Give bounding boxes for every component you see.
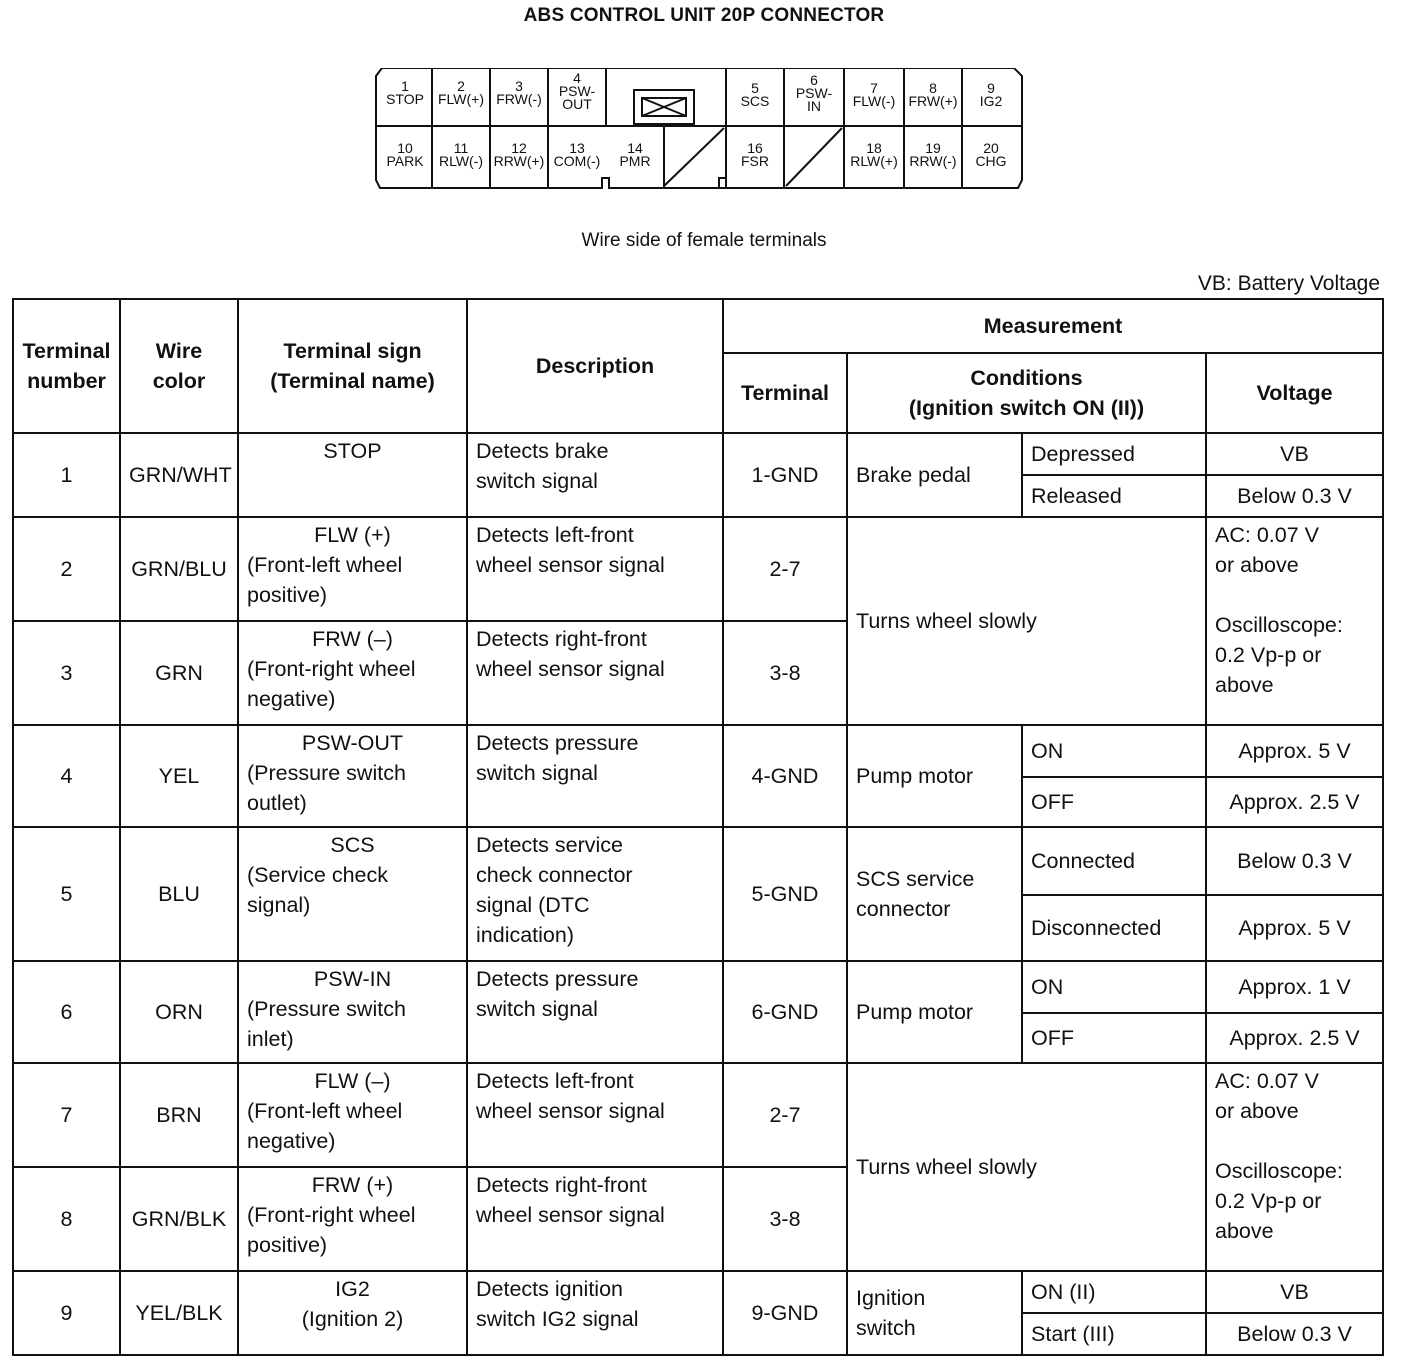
- terminal-number: 3: [13, 621, 120, 725]
- header-terminal-sign: Terminal sign (Terminal name): [238, 299, 467, 433]
- table-row: [13, 725, 1383, 777]
- pin-5: 5 SCS: [740, 80, 770, 109]
- terminal-sign: FLW (–) (Front-left wheel negative): [238, 1063, 467, 1167]
- header-conditions: Conditions (Ignition switch ON (II)): [847, 353, 1206, 433]
- terminal-number: 7: [13, 1063, 120, 1167]
- voltage: AC: 0.07 V or above Oscilloscope: 0.2 Vp-p or above: [1206, 517, 1383, 725]
- description: Detects pressure switch signal: [467, 725, 723, 827]
- vb-note: VB: Battery Voltage: [1197, 272, 1380, 295]
- wire-side-caption: Wire side of female terminals: [581, 230, 827, 251]
- pin-6: 6 PSW- IN: [795, 72, 833, 114]
- sub-condition: Disconnected: [1022, 895, 1206, 961]
- page-title: ABS CONTROL UNIT 20P CONNECTOR: [523, 5, 885, 26]
- sub-condition: OFF: [1022, 1013, 1206, 1063]
- voltage: VB: [1206, 1271, 1383, 1313]
- pin-4: 4 PSW- OUT: [558, 70, 596, 112]
- terminal-sign: PSW-OUT (Pressure switch outlet): [238, 725, 467, 827]
- header-measurement: Measurement: [723, 299, 1383, 353]
- pin-11: 11 RLW(-): [438, 140, 484, 169]
- sub-condition: Released: [1022, 475, 1206, 517]
- wire-color: GRN/BLU: [120, 517, 238, 621]
- terminal-number: 9: [13, 1271, 120, 1355]
- voltage: Approx. 5 V: [1206, 895, 1383, 961]
- voltage: VB: [1206, 433, 1383, 475]
- wire-color: BRN: [120, 1063, 238, 1167]
- terminal-sign: STOP: [238, 433, 467, 517]
- connector-diagram: [374, 68, 1024, 190]
- condition: Pump motor: [847, 961, 1022, 1063]
- description: Detects pressure switch signal: [467, 961, 723, 1063]
- table-row: [13, 1271, 1383, 1313]
- sub-condition: OFF: [1022, 777, 1206, 827]
- voltage: Below 0.3 V: [1206, 1313, 1383, 1355]
- terminal-number: 6: [13, 961, 120, 1063]
- voltage: Below 0.3 V: [1206, 827, 1383, 895]
- header-description: Description: [467, 299, 723, 433]
- condition: Pump motor: [847, 725, 1022, 827]
- wire-color: GRN/WHT: [120, 433, 238, 517]
- sub-condition: Depressed: [1022, 433, 1206, 475]
- condition: Brake pedal: [847, 433, 1022, 517]
- measure-terminal: 2-7: [723, 517, 847, 621]
- sub-condition: Connected: [1022, 827, 1206, 895]
- voltage: Below 0.3 V: [1206, 475, 1383, 517]
- table-row: [13, 1063, 1383, 1167]
- pin-1: 1 STOP: [386, 78, 424, 107]
- measure-terminal: 3-8: [723, 1167, 847, 1271]
- wire-color: YEL/BLK: [120, 1271, 238, 1355]
- header-terminal-number: Terminal number: [13, 299, 120, 433]
- pin-9: 9 IG2: [979, 80, 1003, 109]
- pin-13: 13 COM(-): [553, 140, 601, 169]
- wire-color: YEL: [120, 725, 238, 827]
- voltage: Approx. 2.5 V: [1206, 777, 1383, 827]
- sub-condition: ON: [1022, 961, 1206, 1013]
- sub-condition: Start (III): [1022, 1313, 1206, 1355]
- pin-8: 8 FRW(+): [908, 80, 958, 109]
- pin-3: 3 FRW(-): [496, 78, 542, 107]
- measure-terminal: 1-GND: [723, 433, 847, 517]
- voltage: Approx. 2.5 V: [1206, 1013, 1383, 1063]
- measure-terminal: 6-GND: [723, 961, 847, 1063]
- terminal-table: [12, 298, 1384, 1356]
- voltage: Approx. 5 V: [1206, 725, 1383, 777]
- pin-7: 7 FLW(-): [852, 80, 896, 109]
- sub-condition: ON: [1022, 725, 1206, 777]
- terminal-number: 5: [13, 827, 120, 961]
- terminal-number: 8: [13, 1167, 120, 1271]
- terminal-number: 2: [13, 517, 120, 621]
- table-row: [13, 517, 1383, 621]
- description: Detects service check connector signal (DTC indication): [467, 827, 723, 961]
- wire-color: ORN: [120, 961, 238, 1063]
- voltage: AC: 0.07 V or above Oscilloscope: 0.2 Vp-p or above: [1206, 1063, 1383, 1271]
- condition: Turns wheel slowly: [847, 517, 1206, 725]
- description: Detects right-front wheel sensor signal: [467, 1167, 723, 1271]
- terminal-sign: FLW (+) (Front-left wheel positive): [238, 517, 467, 621]
- description: Detects right-front wheel sensor signal: [467, 621, 723, 725]
- terminal-number: 1: [13, 433, 120, 517]
- table-row: [13, 961, 1383, 1013]
- terminal-sign: FRW (+) (Front-right wheel positive): [238, 1167, 467, 1271]
- condition: Ignition switch: [847, 1271, 1022, 1355]
- table-row: [13, 433, 1383, 475]
- measure-terminal: 4-GND: [723, 725, 847, 827]
- description: Detects brake switch signal: [467, 433, 723, 517]
- table-row: [13, 827, 1383, 895]
- description: Detects left-front wheel sensor signal: [467, 517, 723, 621]
- wire-color: GRN: [120, 621, 238, 725]
- pin-19: 19 RRW(-): [909, 140, 957, 169]
- pin-12: 12 RRW(+): [493, 140, 545, 169]
- terminal-number: 4: [13, 725, 120, 827]
- header-wire-color: Wire color: [120, 299, 238, 433]
- condition: Turns wheel slowly: [847, 1063, 1206, 1271]
- pin-14: 14 PMR: [619, 140, 651, 169]
- measure-terminal: 5-GND: [723, 827, 847, 961]
- header-voltage: Voltage: [1206, 353, 1383, 433]
- voltage: Approx. 1 V: [1206, 961, 1383, 1013]
- pin-2: 2 FLW(+): [437, 78, 484, 107]
- terminal-sign: IG2 (Ignition 2): [238, 1271, 467, 1355]
- measure-terminal: 2-7: [723, 1063, 847, 1167]
- pin-18: 18 RLW(+): [850, 140, 898, 169]
- sub-condition: ON (II): [1022, 1271, 1206, 1313]
- wire-color: BLU: [120, 827, 238, 961]
- terminal-sign: SCS (Service check signal): [238, 827, 467, 961]
- description: Detects ignition switch IG2 signal: [467, 1271, 723, 1355]
- terminal-sign: PSW-IN (Pressure switch inlet): [238, 961, 467, 1063]
- terminal-sign: FRW (–) (Front-right wheel negative): [238, 621, 467, 725]
- condition: SCS service connector: [847, 827, 1022, 961]
- header-terminal: Terminal: [723, 353, 847, 433]
- pin-16: 16 FSR: [741, 140, 769, 169]
- measure-terminal: 9-GND: [723, 1271, 847, 1355]
- measure-terminal: 3-8: [723, 621, 847, 725]
- pin-20: 20 CHG: [975, 140, 1007, 169]
- pin-10: 10 PARK: [386, 140, 424, 169]
- description: Detects left-front wheel sensor signal: [467, 1063, 723, 1167]
- wire-color: GRN/BLK: [120, 1167, 238, 1271]
